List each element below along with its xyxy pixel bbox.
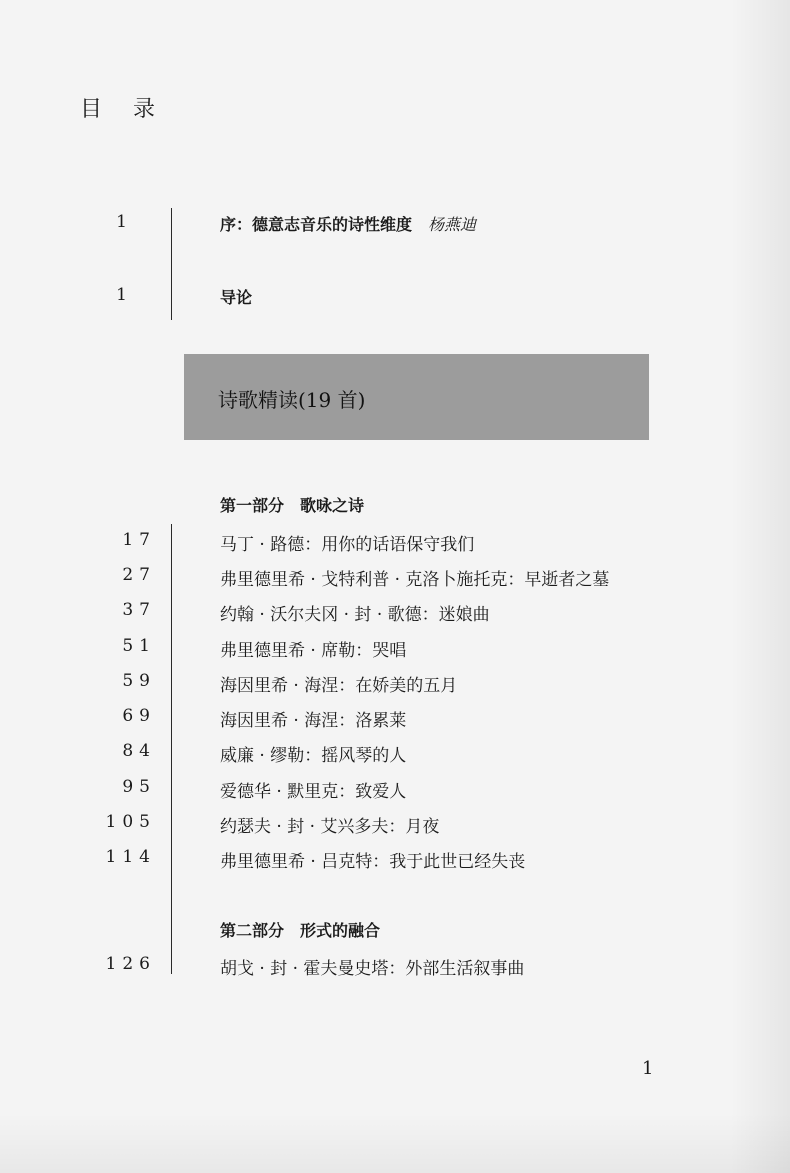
page-edge-shadow-bottom [0,1113,790,1173]
toc-page-number: 51 [122,636,156,656]
toc-page-number: 59 [122,671,156,691]
toc-page-number: 1 [116,212,127,232]
part-number: 第二部分 [220,921,285,940]
toc-page-number: 105 [105,812,156,832]
toc-page-number: 17 [122,530,156,550]
toc-page-number: 114 [105,847,156,867]
toc-entry[interactable]: 马丁 · 路德：用你的话语保守我们 [220,535,475,555]
toc-entry[interactable]: 爱德华 · 默里克：致爱人 [220,782,407,802]
toc-page-number: 84 [122,741,156,761]
toc-entry[interactable]: 约翰 · 沃尔夫冈 · 封 · 歌德：迷娘曲 [220,605,490,625]
toc-entry-title: 序：德意志音乐的诗性维度 [220,215,413,234]
toc-page-number: 37 [122,600,156,620]
section-banner-label: 诗歌精读(19 首) [218,388,366,412]
toc-entry[interactable]: 弗里德里希 · 席勒：哭唱 [220,641,407,661]
toc-entry[interactable]: 胡戈 · 封 · 霍夫曼史塔：外部生活叙事曲 [220,959,525,979]
section-banner [184,354,649,440]
toc-page-number: 126 [105,954,156,974]
toc-entry-preface[interactable] [220,212,476,235]
toc-page-number: 1 [116,285,127,305]
toc-entry[interactable]: 海因里希 · 海涅：在娇美的五月 [220,676,458,696]
part-title: 歌咏之诗 [300,496,365,515]
toc-page-number: 95 [122,777,156,797]
part-heading [220,918,380,941]
toc-entry[interactable]: 弗里德里希 · 戈特利普 · 克洛卜施托克：早逝者之墓 [220,570,610,590]
toc-entry[interactable]: 威廉 · 缪勒：摇风琴的人 [220,746,407,766]
toc-title: 目 录 [80,97,167,122]
toc-entry[interactable]: 弗里德里希 · 吕克特：我于此世已经失丧 [220,852,526,872]
toc-divider-line [171,208,172,320]
toc-page-number: 27 [122,565,156,585]
page-folio: 1 [642,1058,654,1079]
part-number: 第一部分 [220,496,285,515]
part-heading [220,493,364,516]
toc-entry[interactable]: 约瑟夫 · 封 · 艾兴多夫：月夜 [220,817,440,837]
toc-entry-author: 杨燕迪 [428,215,477,234]
toc-entry[interactable]: 海因里希 · 海涅：洛累莱 [220,711,407,731]
toc-divider-line [171,524,172,974]
toc-entry-introduction[interactable]: 导论 [220,288,253,307]
toc-page-number: 69 [122,706,156,726]
page-edge-shadow [730,0,790,1173]
part-title: 形式的融合 [300,921,381,940]
